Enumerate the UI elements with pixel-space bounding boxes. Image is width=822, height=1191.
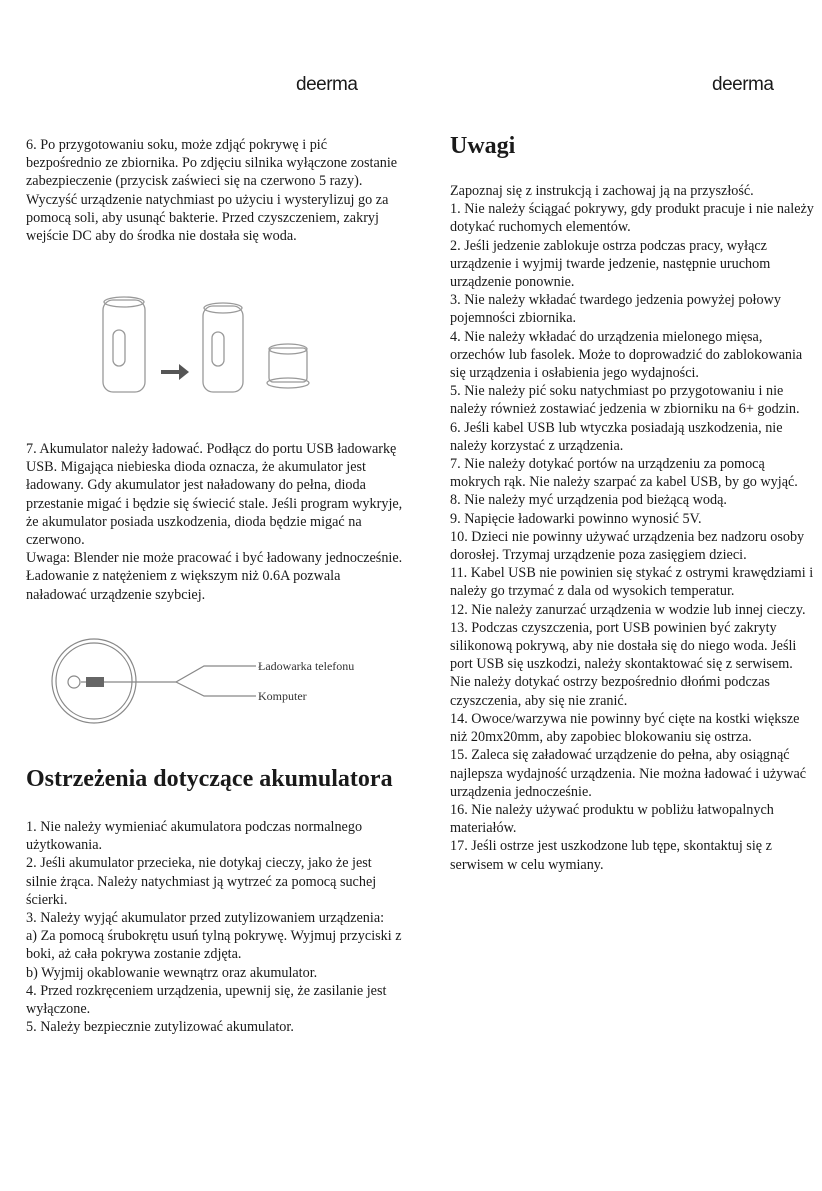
- battery-warnings-list: [26, 818, 404, 1036]
- note-item: 10. Dzieci nie powinny używać urządzenia bez nadzoru osoby dorosłej. Trzymaj urządzenie poza zasięgiem dzieci.: [450, 528, 805, 564]
- charging-note: Uwaga: Blender nie może pracować i być ładowany jednocześnie. Ładowanie z natężeniem z większym niż 0.6A pozwala naładować urządzenie szybciej.: [26, 550, 403, 603]
- charging-illustration: [26, 636, 266, 726]
- step-6-cleaning-text: Wyczyść urządzenie natychmiast po użyciu i wysterylizuj go za pomocą soli, aby usunąć bakterie. Przed czyszczeniem, zakryj wejście DC aby do środka nie dostała się woda.: [26, 191, 389, 245]
- battery-item: 5. Należy bezpiecznie zutylizować akumulator.: [26, 1019, 294, 1036]
- note-item: 2. Jeśli jedzenie zablokuje ostrza podczas pracy, wyłącz urządzenie i wyjmij twarde jedzenie, następnie uruchom urządzenie ponownie.: [450, 237, 771, 291]
- note-item: 12. Nie należy zanurzać urządzenia w wodzie lub innej cieczy.: [450, 601, 806, 618]
- brand-logo-right: deerma: [712, 74, 774, 95]
- note-item: 8. Nie należy myć urządzenia pod bieżącą wodą.: [450, 492, 727, 509]
- note-item: 15. Zaleca się załadować urządzenie do pełna, aby osiągnąć najlepsza wydajność urządzenia. Nie można ładować i używać urządzenia jednocześnie.: [450, 747, 807, 800]
- step-7-text: 7. Akumulator należy ładować. Podłącz do portu USB ładowarkę USB. Migająca niebieska dioda oznacza, że akumulator jest ładowany. Gdy akumulator jest naładowany do pełna, dioda przestanie migać i będzie się świecić stale. Jeśli program wykryje, że akumulator posiada uszkodzenia, dioda będzie migać na czerwono.: [26, 441, 403, 549]
- note-item: 1. Nie należy ściągać pokrywy, gdy produkt pracuje i nie należy dotykać ruchomych elementów.: [450, 201, 814, 236]
- battery-item: 2. Jeśli akumulator przecieka, nie dotykaj cieczy, jako że jest silnie żrąca. Należy natychmiast ją wytrzeć za pomocą suchej ścierki.: [26, 855, 377, 908]
- note-item: 11. Kabel USB nie powinien się stykać z ostrymi krawędziami i należy go trzymać z dala od wysokich temperatur.: [450, 565, 814, 600]
- charging-block: [26, 440, 404, 604]
- note-item: 9. Napięcie ładowarki powinno wynosić 5V.: [450, 510, 702, 527]
- brand-logo-left: deerma: [296, 74, 358, 95]
- note-item: 7. Nie należy dotykać portów na urządzeniu za pomocą mokrych rąk. Nie należy szarpać za kabel USB, by go wyjąć.: [450, 456, 798, 491]
- step-6-text: 6. Po przygotowaniu soku, może zdjąć pokrywę i pić bezpośrednio ze zbiornika. Po zdjęciu silnika wyłączone zostanie zabezpieczenie (przycisk zaświeci się na czerwono 5 razy).: [26, 137, 398, 190]
- label-computer: Komputer: [258, 689, 307, 703]
- notes-title: Uwagi: [450, 133, 516, 159]
- battery-item: 1. Nie należy wymieniać akumulatora podczas normalnego użytkowania.: [26, 819, 363, 854]
- note-item: 16. Nie należy używać produktu w pobliżu łatwopalnych materiałów.: [450, 801, 774, 837]
- notes-list: [450, 182, 814, 874]
- notes-intro: Zapoznaj się z instrukcją i zachowaj ją na przyszłość.: [450, 183, 754, 199]
- note-item: 17. Jeśli ostrze jest uszkodzone lub tępe, skontaktuj się z serwisem w celu wymiany.: [450, 838, 772, 873]
- blender-disassembly-illustration: [95, 290, 335, 400]
- battery-item: a) Za pomocą śrubokrętu usuń tylną pokrywę. Wyjmuj przyciski z boki, aż cała pokrywa zostanie zdjęta.: [26, 928, 402, 963]
- note-item: 6. Jeśli kabel USB lub wtyczka posiadają uszkodzenia, nie należy korzystać z urządzenia.: [450, 419, 783, 454]
- left-intro-block: [26, 136, 404, 245]
- note-item: 13. Podczas czyszczenia, port USB powinien być zakryty silikonową pokrywą, aby nie dostała się do niego woda. Jeśli port USB się uszkodzi, należy skontaktować się z serwisem. Nie należy dotykać ostrzy bezpośrednio dłońmi podczas czyszczenia, aby się nie zranić.: [450, 619, 797, 709]
- battery-item: 3. Należy wyjąć akumulator przed zutylizowaniem urządzenia:: [26, 910, 385, 927]
- label-phone-charger: Ładowarka telefonu: [258, 659, 355, 673]
- note-item: 5. Nie należy pić soku natychmiast po przygotowaniu i nie należy również zostawiać jedzenia w zbiorniku na 6+ godzin.: [450, 383, 800, 418]
- battery-item: b) Wyjmij okablowanie wewnątrz oraz akumulator.: [26, 964, 318, 981]
- note-item: 3. Nie należy wkładać twardego jedzenia powyżej połowy pojemności zbiornika.: [450, 292, 781, 327]
- note-item: 14. Owoce/warzywa nie powinny być cięte na kostki większe niż 20mx20mm, aby zapobiec blokowaniu się ostrza.: [450, 710, 800, 746]
- battery-warnings-title: Ostrzeżenia dotyczące akumulatora: [26, 766, 393, 792]
- battery-item: 4. Przed rozkręceniem urządzenia, upewnij się, że zasilanie jest wyłączone.: [26, 982, 387, 1018]
- note-item: 4. Nie należy wkładać do urządzenia mielonego mięsa, orzechów lub fasolek. Może to doprowadzić do zablokowania się urządzenia i osłabienia jego wydajności.: [450, 328, 803, 382]
